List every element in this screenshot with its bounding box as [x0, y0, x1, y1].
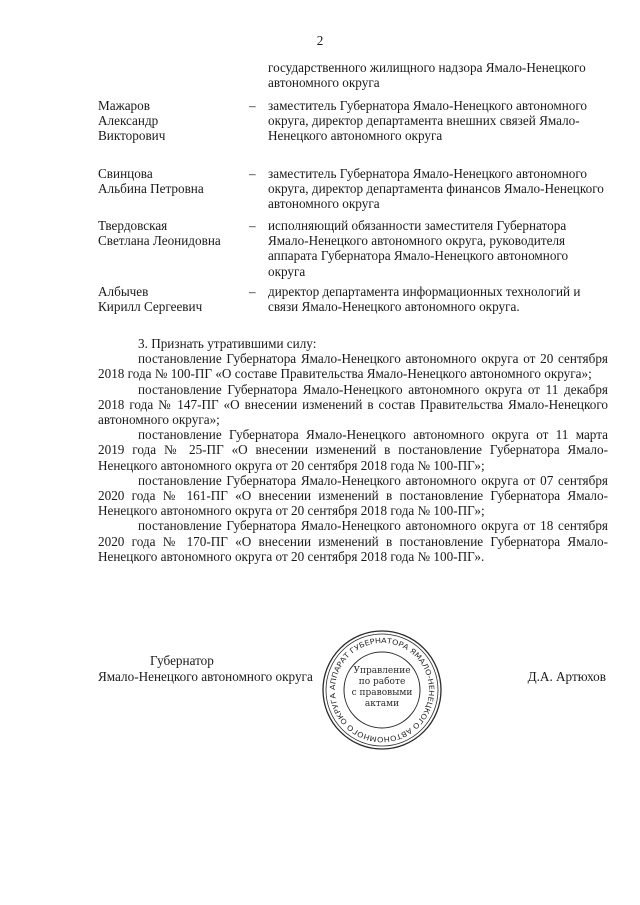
official-stamp [320, 628, 444, 752]
member-name: Албычев Кирилл Сергеевич [98, 284, 203, 315]
stamp-outer-path: АППАРАТ ГУБЕРНАТОРА ЯМАЛО-НЕНЕЦКОГО АВТОНОМНОГО ОКРУГА [327, 635, 437, 745]
page-number: 2 [316, 33, 324, 48]
stamp-line: Управление [353, 666, 411, 676]
stamp-line: по работе [358, 677, 406, 687]
continuation-text: государственного жилищного надзора Ямало-Ненецкого автономного округа [268, 60, 586, 91]
signature-org: Ямало-Ненецкого автономного округа [98, 669, 313, 684]
signer-name: Д.А. Артюхов [527, 669, 606, 684]
member-dash: – [249, 218, 256, 233]
repeal-section [98, 336, 608, 564]
member-dash: – [249, 166, 256, 181]
repeal-item: постановление Губернатора Ямало-Ненецкого автономного округа от 11 марта 2019 года № 25-ПГ «О внесении изменений в постановление Губернатора Ямало-Ненецкого автономного округа от 20 сентября 2018 года № 100-ПГ»; [98, 427, 608, 473]
stamp-line: с правовыми [351, 688, 413, 698]
signature-title: Губернатор [150, 653, 214, 668]
member-name: Твердовская Светлана Леонидовна [98, 218, 221, 249]
stamp-graphic [320, 628, 444, 752]
repeal-item: постановление Губернатора Ямало-Ненецкого автономного округа от 07 сентября 2020 года № 161-ПГ «О внесении изменений в постановление Губернатора Ямало-Ненецкого автономного округа от 20 сентября 2018 года № 100-ПГ»; [98, 472, 608, 519]
repeal-item: постановление Губернатора Ямало-Ненецкого автономного округа от 20 сентября 2018 года № 100-ПГ «О составе Правительства Ямало-Ненецкого автономного округа»; [98, 351, 608, 382]
member-dash: – [249, 98, 256, 113]
member-position: исполняющий обязанности заместителя Губернатора Ямало-Ненецкого автономного округа, руководителя аппарата Губернатора Ямало-Ненецкого автономного округа [268, 218, 569, 279]
member-position: директор департамента информационных технологий и связи Ямало-Ненецкого автономного округа. [268, 284, 581, 315]
repeal-item: постановление Губернатора Ямало-Ненецкого автономного округа от 11 декабря 2018 года № 147-ПГ «О внесении изменений в состав Правительства Ямало-Ненецкого автономного округа»; [98, 381, 608, 428]
member-position: заместитель Губернатора Ямало-Ненецкого автономного округа, директор департамента внешних связей Ямало-Ненецкого автономного округа [268, 98, 588, 144]
repeal-item: постановление Губернатора Ямало-Ненецкого автономного округа от 18 сентября 2020 года № 170-ПГ «О внесении изменений в постановление Губернатора Ямало-Ненецкого автономного округа от 20 сентября 2018 года № 100-ПГ». [98, 518, 608, 564]
repeal-heading: 3. Признать утратившими силу: [138, 336, 317, 351]
member-dash: – [249, 284, 256, 299]
stamp-line: актами [364, 699, 400, 709]
member-position: заместитель Губернатора Ямало-Ненецкого автономного округа, директор департамента финансов Ямало-Ненецкого автономного округа [268, 166, 604, 212]
member-name: Свинцова Альбина Петровна [98, 166, 204, 197]
member-name: Мажаров Александр Викторович [98, 98, 166, 144]
